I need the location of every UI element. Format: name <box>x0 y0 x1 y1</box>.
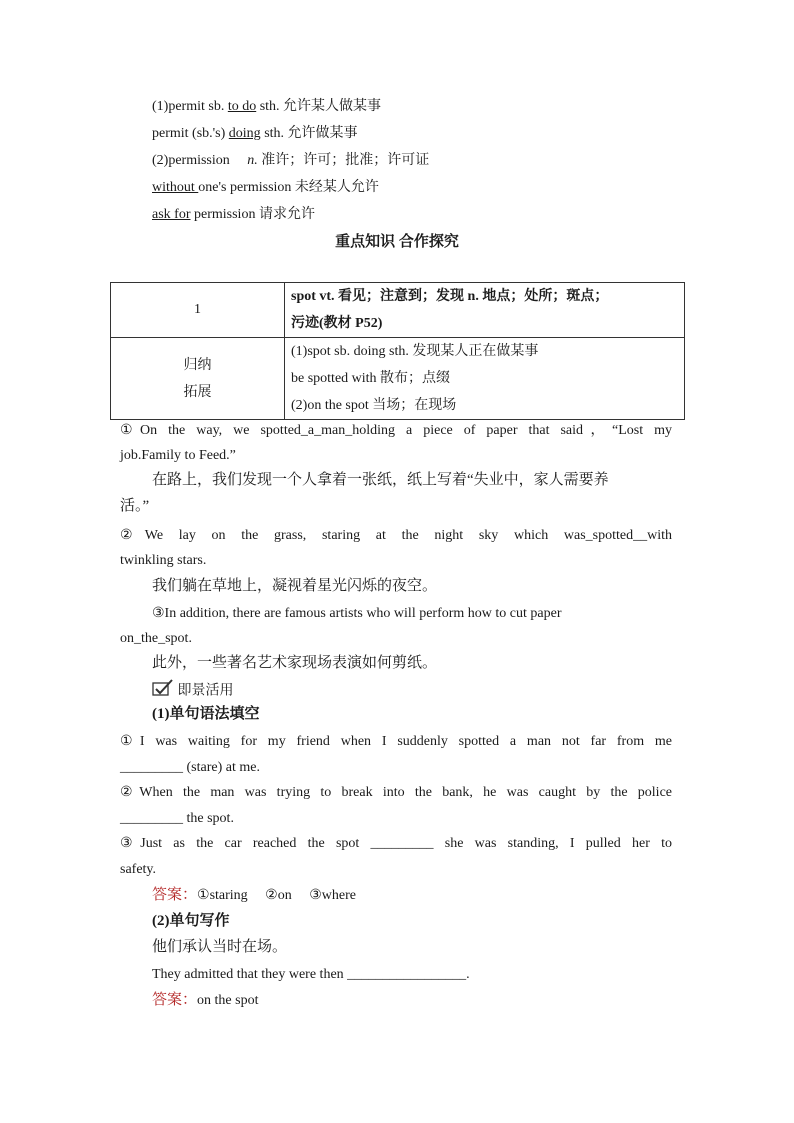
vocab-table <box>110 282 685 420</box>
table-cell-expansion <box>285 338 685 420</box>
question-4-zh: 他们承认当时在场。 <box>152 939 288 955</box>
note-text: permit (sb.'s) <box>152 126 229 141</box>
question-4-en: They admitted that they were then _________________. <box>152 967 470 982</box>
practice-label-text: 即景活用 <box>177 683 234 699</box>
note-underlined: to do <box>227 99 257 114</box>
example-1-en: job.Family to Feed.” <box>120 448 236 463</box>
table-cell-number: 1 <box>111 283 285 338</box>
note-text: (1)permit sb. <box>152 99 228 114</box>
answer-line-2 <box>152 990 258 1011</box>
answer-text: on the spot <box>197 993 259 1008</box>
note-text: 准许；许可；批准；许可证 <box>257 153 430 168</box>
note-text: one's permission 未经某人允许 <box>198 180 379 195</box>
answer-text: ①staring ②on ③where <box>197 888 356 903</box>
example-2-en: ②We lay on the grass, staring at the night sky which was_spotted__with <box>120 528 672 543</box>
note-line-5 <box>152 205 315 225</box>
note-line-1 <box>152 97 381 117</box>
example-3-en: on_the_spot. <box>120 631 192 646</box>
question-1: _________ (stare) at me. <box>120 760 260 775</box>
category-label: 归纳 <box>183 357 212 373</box>
note-underlined: ask for <box>152 207 191 222</box>
definition-line: 污迹(教材 P52) <box>291 316 383 331</box>
question-1: ①I was waiting for my friend when I suddenly spotted a man not far from me <box>120 734 672 749</box>
note-text: permission 请求允许 <box>190 207 315 222</box>
note-text: sth. 允许做某事 <box>260 126 358 141</box>
table-cell-definition <box>285 283 685 338</box>
example-1-en: ①On the way, we spotted_a_man_holding a piece of paper that said，“Lost my <box>120 423 672 438</box>
question-3: ③Just as the car reached the spot _________ she was standing, I pulled her to <box>120 836 672 851</box>
section-heading: 重点知识 合作探究 <box>335 234 459 250</box>
example-2-zh: 我们躺在草地上，凝视着星光闪烁的夜空。 <box>152 578 438 594</box>
part2-title: (2)单句写作 <box>152 913 230 929</box>
table-row <box>111 338 685 420</box>
part1-title: (1)单句语法填空 <box>152 706 260 722</box>
answer-label: 答案： <box>152 992 198 1008</box>
note-underlined: doing <box>228 126 261 141</box>
example-3-zh: 此外，一些著名艺术家现场表演如何剪纸。 <box>152 655 438 671</box>
question-3: safety. <box>120 862 157 877</box>
note-line-3 <box>152 151 429 171</box>
checklist-icon <box>152 679 174 704</box>
question-2: _________ the spot. <box>120 811 234 826</box>
note-line-2 <box>152 124 358 144</box>
example-3-en: ③In addition, there are famous artists who will perform how to cut paper <box>152 606 562 621</box>
example-2-en: twinkling stars. <box>120 553 207 568</box>
example-1-zh: 在路上，我们发现一个人拿着一张纸，纸上写着“失业中，家人需要养 <box>152 472 609 488</box>
question-2: ②When the man was trying to break into the bank, he was caught by the police <box>120 785 672 800</box>
category-label: 拓展 <box>183 384 212 400</box>
expansion-line: be spotted with 散布；点缀 <box>291 371 451 386</box>
note-italic: n. <box>247 153 258 168</box>
expansion-line: (2)on the spot 当场；在现场 <box>291 398 457 413</box>
answer-label: 答案： <box>152 887 198 903</box>
expansion-line: (1)spot sb. doing sth. 发现某人正在做某事 <box>291 344 539 359</box>
note-underlined: without <box>152 180 199 195</box>
example-1-zh: 活。” <box>120 498 150 514</box>
definition-line: spot vt. 看见；注意到；发现 n. 地点；处所；斑点； <box>291 289 609 304</box>
practice-label <box>152 679 234 704</box>
note-line-4 <box>152 178 379 198</box>
table-row <box>111 283 685 338</box>
note-text: (2)permission <box>152 153 248 168</box>
table-cell-category <box>111 338 285 420</box>
answer-line-1 <box>152 885 356 906</box>
note-text: sth. 允许某人做某事 <box>256 99 382 114</box>
